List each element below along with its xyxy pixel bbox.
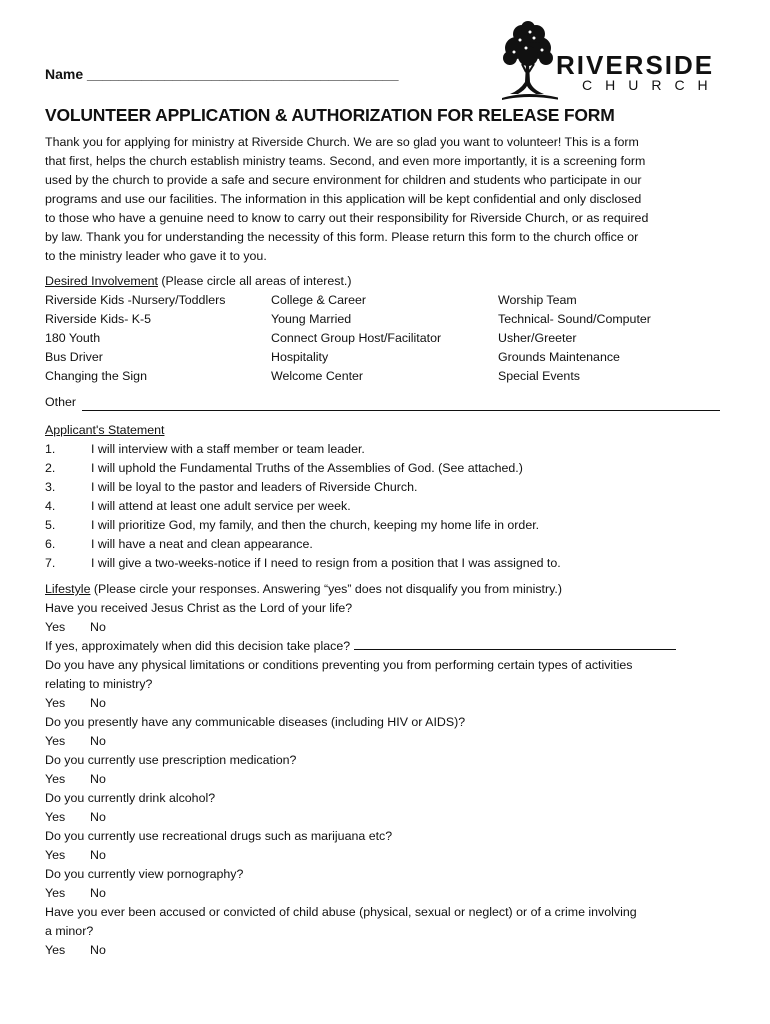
lifestyle-question: Do you currently use recreational drugs such as marijuana etc? [45, 829, 393, 843]
logo-subtitle: CHURCH [582, 77, 721, 93]
yes-option[interactable]: Yes [45, 772, 66, 786]
other-label: Other [45, 395, 76, 409]
statement-text: I will attend at least one adult service per week. [91, 499, 351, 513]
statement-text: I will interview with a staff member or team leader. [91, 442, 365, 456]
statement-heading: Applicant's Statement [45, 423, 165, 437]
logo-wordmark: RIVERSIDE [556, 50, 715, 80]
intro-line: Thank you for applying for ministry at Riverside Church. We are so glad you want to volunteer! This is a form [45, 135, 639, 149]
yes-option[interactable]: Yes [45, 734, 66, 748]
other-input-line[interactable] [82, 410, 720, 411]
lifestyle-note: (Please circle your responses. Answering “yes” does not disqualify you from ministry.) [93, 582, 562, 596]
intro-line: used by the church to provide a safe and secure environment for children and students who participate in our [45, 173, 642, 187]
statement-number: 1. [45, 442, 56, 456]
yes-option[interactable]: Yes [45, 696, 66, 710]
riverside-logo [498, 20, 728, 108]
intro-line: to the ministry leader who gave it to you. [45, 249, 267, 263]
statement-number: 4. [45, 499, 56, 513]
involvement-note: (Please circle all areas of interest.) [161, 274, 352, 288]
statement-item [45, 535, 313, 554]
yes-no-choice [45, 732, 735, 751]
name-label: Name [45, 66, 84, 82]
statement-item [45, 497, 351, 516]
lifestyle-section [45, 580, 735, 960]
lifestyle-question: relating to ministry? [45, 677, 153, 691]
lifestyle-question: If yes, approximately when did this decision take place? [45, 639, 351, 653]
statement-text: I will have a neat and clean appearance. [91, 537, 313, 551]
lifestyle-question: Do you currently view pornography? [45, 867, 244, 881]
statement-number: 5. [45, 518, 56, 532]
statement-text: I will be loyal to the pastor and leaders of Riverside Church. [91, 480, 418, 494]
statement-item [45, 478, 418, 497]
decision-date-input-line[interactable] [354, 637, 676, 650]
intro-line: that first, helps the church establish ministry teams. Second, and even more importantly, it is a screening form [45, 154, 646, 168]
intro-line: to those who have a genuine need to know to carry out their responsibility for Riverside Church, or as required [45, 211, 649, 225]
name-field[interactable] [45, 66, 398, 82]
statement-number: 2. [45, 461, 56, 475]
tree-icon [498, 20, 558, 108]
statement-item [45, 440, 365, 459]
statement-number: 6. [45, 537, 56, 551]
yes-no-choice [45, 808, 735, 827]
no-option[interactable]: No [90, 886, 106, 900]
name-blank[interactable]: ________________________________________ [87, 66, 399, 82]
lifestyle-question: Do you currently use prescription medication? [45, 753, 297, 767]
involvement-column-1 [45, 291, 225, 386]
involvement-option[interactable]: Grounds Maintenance [498, 350, 620, 364]
yes-no-choice [45, 618, 735, 637]
no-option[interactable]: No [90, 848, 106, 862]
involvement-option[interactable]: Usher/Greeter [498, 331, 577, 345]
yes-option[interactable]: Yes [45, 810, 66, 824]
involvement-option[interactable]: 180 Youth [45, 331, 101, 345]
involvement-option[interactable]: Riverside Kids- K-5 [45, 312, 152, 326]
involvement-option[interactable]: College & Career [271, 293, 367, 307]
involvement-option[interactable]: Technical- Sound/Computer [498, 312, 651, 326]
involvement-option[interactable]: Riverside Kids -Nursery/Toddlers [45, 293, 226, 307]
involvement-option[interactable]: Changing the Sign [45, 369, 147, 383]
involvement-option[interactable]: Welcome Center [271, 369, 364, 383]
statement-text: I will uphold the Fundamental Truths of the Assemblies of God. (See attached.) [91, 461, 523, 475]
statement-item [45, 516, 540, 535]
involvement-heading: Desired Involvement [45, 274, 158, 288]
lifestyle-question: a minor? [45, 924, 94, 938]
lifestyle-question: Do you presently have any communicable diseases (including HIV or AIDS)? [45, 715, 466, 729]
no-option[interactable]: No [90, 810, 106, 824]
statement-item [45, 554, 561, 573]
yes-no-choice [45, 770, 735, 789]
lifestyle-question: Do you currently drink alcohol? [45, 791, 216, 805]
intro-line: by law. Thank you for understanding the necessity of this form. Please return this form to the church office or [45, 230, 639, 244]
statement-number: 3. [45, 480, 56, 494]
statement-item [45, 459, 523, 478]
involvement-column-3 [498, 291, 651, 386]
involvement-option[interactable]: Worship Team [498, 293, 577, 307]
yes-option[interactable]: Yes [45, 943, 66, 957]
involvement-option[interactable]: Bus Driver [45, 350, 103, 364]
involvement-heading-row [45, 272, 735, 291]
yes-option[interactable]: Yes [45, 886, 66, 900]
yes-no-choice [45, 941, 735, 960]
applicant-statement [45, 421, 561, 573]
involvement-option[interactable]: Special Events [498, 369, 580, 383]
lifestyle-question: Have you received Jesus Christ as the Lord of your life? [45, 601, 353, 615]
yes-no-choice [45, 694, 735, 713]
involvement-option[interactable]: Young Married [271, 312, 352, 326]
statement-text: I will give a two-weeks-notice if I need to resign from a position that I was assigned to. [91, 556, 561, 570]
intro-line: programs and use our facilities. The information in this application will be kept confidential and only disclosed [45, 192, 642, 206]
yes-no-choice [45, 846, 735, 865]
no-option[interactable]: No [90, 620, 106, 634]
lifestyle-question: Do you have any physical limitations or conditions preventing you from performing certain types of activities [45, 658, 633, 672]
no-option[interactable]: No [90, 772, 106, 786]
involvement-column-2 [271, 291, 441, 386]
no-option[interactable]: No [90, 943, 106, 957]
no-option[interactable]: No [90, 734, 106, 748]
followup-row [45, 637, 735, 656]
no-option[interactable]: No [90, 696, 106, 710]
lifestyle-question: Have you ever been accused or convicted of child abuse (physical, sexual or neglect) or of a crime involving [45, 905, 637, 919]
statement-text: I will prioritize God, my family, and then the church, keeping my home life in order. [91, 518, 540, 532]
statement-number: 7. [45, 556, 56, 570]
form-title: VOLUNTEER APPLICATION & AUTHORIZATION FOR RELEASE FORM [45, 105, 615, 125]
yes-no-choice [45, 884, 735, 903]
yes-option[interactable]: Yes [45, 620, 66, 634]
intro-paragraph [45, 133, 735, 266]
lifestyle-heading: Lifestyle [45, 582, 91, 596]
yes-option[interactable]: Yes [45, 848, 66, 862]
lifestyle-heading-row [45, 580, 735, 599]
involvement-option[interactable]: Hospitality [271, 350, 329, 364]
involvement-option[interactable]: Connect Group Host/Facilitator [271, 331, 442, 345]
